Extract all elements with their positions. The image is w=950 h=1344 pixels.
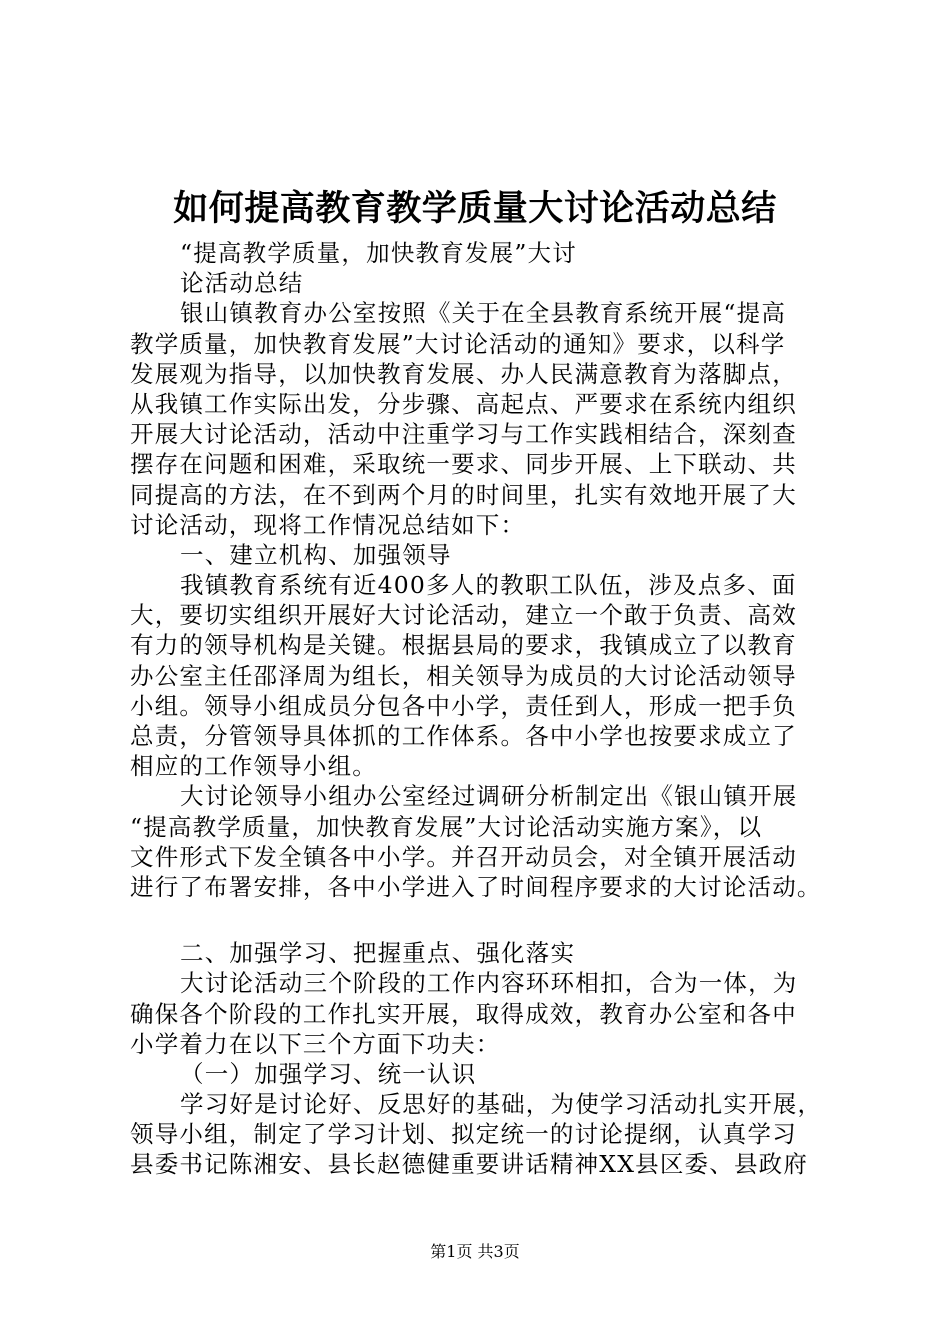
subtitle-line: “提高教学质量，加快教育发展”大讨 — [180, 239, 577, 267]
paragraph-line: 银山镇教育办公室按照《关于在全县教育系统开展“提高 — [180, 299, 787, 328]
paragraph-line: 大，要切实组织开展好大讨论活动，建立一个敢于负责、高效 — [130, 601, 797, 630]
paragraph-line: 我镇教育系统有近400多人的教职工队伍，涉及点多、面 — [180, 571, 797, 600]
page-footer: 第1页 共3页 — [430, 1242, 520, 1261]
paragraph-line: 确保各个阶段的工作扎实开展，取得成效，教育办公室和各中 — [130, 999, 797, 1028]
paragraph-line: 摆存在问题和困难，采取统一要求、同步开展、上下联动、共 — [130, 450, 797, 479]
paragraph-line: 办公室主任邵泽周为组长，相关领导为成员的大讨论活动领导 — [130, 661, 797, 690]
paragraph-line: 讨论活动，现将工作情况总结如下： — [130, 510, 526, 539]
paragraph-line: 县委书记陈湘安、县长赵德健重要讲话精神XX县区委、县政府 — [130, 1150, 809, 1179]
paragraph-line: 总责，分管领导具体抓的工作体系。各中小学也按要求成立了 — [130, 722, 797, 750]
blank-line — [130, 902, 848, 938]
document-title: 如何提高教育教学质量大讨论活动总结 — [173, 188, 777, 229]
paragraph-line: 领导小组，制定了学习计划、拟定统一的讨论提纲，认真学习 — [130, 1120, 797, 1149]
paragraph-line: “提高教学质量，加快教育发展”大讨论活动实施方案》，以 — [130, 812, 763, 841]
paragraph-line: 小学着力在以下三个方面下功夫： — [130, 1029, 501, 1058]
paragraph-line: 相应的工作领导小组。 — [130, 752, 377, 781]
paragraph-line: 进行了布署安排，各中小学进入了时间程序要求的大讨论活动。 — [130, 872, 822, 901]
paragraph-line: 发展观为指导，以加快教育发展、办人民满意教育为落脚点， — [130, 359, 797, 388]
paragraph-line: 从我镇工作实际出发，分步骤、高起点、严要求在系统内组织 — [130, 389, 797, 418]
paragraph-line: 大讨论领导小组办公室经过调研分析制定出《银山镇开展 — [180, 782, 798, 811]
paragraph-line: 学习好是讨论好、反思好的基础，为使学习活动扎实开展， — [180, 1090, 823, 1119]
subtitle-line: 论活动总结 — [180, 269, 304, 298]
paragraph-line: 有力的领导机构是关键。根据县局的要求，我镇成立了以教育 — [130, 631, 797, 660]
paragraph-line: 教学质量，加快教育发展”大讨论活动的通知》要求，以科学 — [130, 329, 786, 358]
paragraph-line: 小组。领导小组成员分包各中小学，责任到人，形成一把手负 — [130, 691, 797, 720]
section-heading: 二、加强学习、把握重点、强化落实 — [180, 939, 576, 968]
paragraph-line: 文件形式下发全镇各中小学。并召开动员会，对全镇开展活动 — [130, 842, 797, 871]
document-body — [130, 238, 848, 1180]
paragraph-line: 开展大讨论活动，活动中注重学习与工作实践相结合，深刻查 — [130, 420, 797, 449]
section-heading: 一、建立机构、加强领导 — [180, 540, 452, 569]
paragraph-line: 同提高的方法，在不到两个月的时间里，扎实有效地开展了大 — [130, 480, 797, 509]
subsection-heading: （一）加强学习、统一认识 — [180, 1059, 477, 1088]
paragraph-line: 大讨论活动三个阶段的工作内容环环相扣，合为一体，为 — [180, 969, 798, 998]
